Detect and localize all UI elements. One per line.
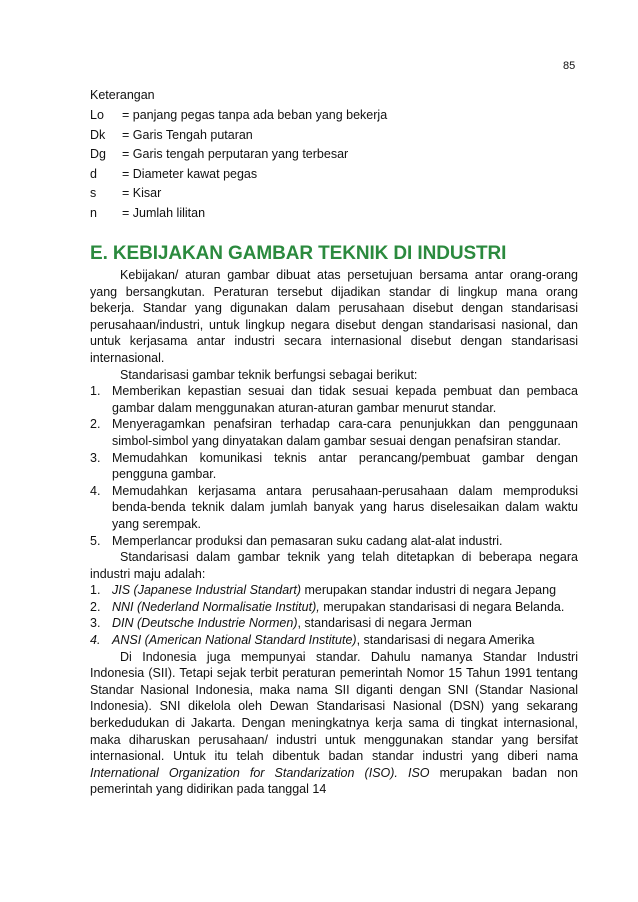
legend-row [90,145,387,165]
list-number: 1. [90,384,101,399]
list-text [112,599,578,616]
standard-name: JIS (Japanese Industrial Standart) [112,583,301,598]
list-text: Memudahkan komunikasi teknis antar perancang/pembuat gambar dengan pengguna gambar. [112,450,578,482]
list-number: 4. [90,483,101,498]
legend-row [90,204,387,224]
legend-row [90,184,387,204]
list-number: 1. [90,583,101,598]
list-number: 3. [90,450,101,465]
legend-block [90,85,387,224]
list-text: Menyeragamkan penafsiran terhadap cara-cara penunjukkan dan penggunaan simbol-simbol yang dinyatakan dalam gambar sesuai dengan penafsiran standar. [112,417,578,448]
body-text [90,267,578,798]
legend-row [90,126,387,146]
legend-description: = Jumlah lilitan [122,205,206,220]
standard-description: , standarisasi di negara Jerman [297,616,472,631]
list-text: Memudahkan kerjasama antara perusahaan-perusahaan dalam memproduksi benda-benda teknik dalam jumlah banyak yang harus diselesaikan dalam waktu yang serempak. [112,483,578,531]
page-number: 85 [563,60,576,72]
list-text [112,632,578,649]
standard-item [90,615,578,632]
legend-symbol: s [90,186,97,201]
list-item [90,450,578,483]
list-item [90,483,578,533]
intro-paragraph: Kebijakan/ aturan gambar dibuat atas persetujuan bersama antar orang-orang yang bersangkutan. Peraturan tersebut dijadikan standar di lingkup mana orang bekerja. Standar yang digunakan dalam perusahaan disebut dengan standarisasi perusahaan/industri, untuk lingkup negara disebut dengan standarisasi nasional, dan untuk kerjasama antar industri secara internasional disebut dengan standarisasi internasional. [90,268,578,365]
standard-item [90,582,578,599]
functions-intro: Standarisasi gambar teknik berfungsi sebagai berikut: [120,367,418,382]
paragraph-text: merupakan badan non pemerintah yang didirikan pada tanggal 14 [90,765,578,797]
list-number: 3. [90,616,101,631]
standard-name: DIN (Deutsche Industrie Normen) [112,616,298,631]
paragraph-text: Di Indonesia juga mempunyai standar. Dahulu namanya Standar Industri Indonesia (SII). Tetapi sejak terbit peraturan pemerintah Nomor 15 Tahun 1991 tentang Standar Nasional Indonesia, maka nama SII diganti dengan SNI (Standar Nasional Indonesia). SNI dikelola oleh Dewan Standarisasi Nasional (DSN) yang sekarang berkedudukan di Jakarta. Dengan meningkatnya kerja sama di tingkat internasional, maka diharuskan perusahaan/ industri untuk menggunakan standar yang bersifat internasional. Untuk itu telah dibentuk badan standar industri yang diberi nama [90,649,578,764]
indonesia-paragraph [90,649,578,798]
standard-name: NNI (Nederland Normalisatie Institut), [112,599,320,614]
section-title: E. KEBIJAKAN GAMBAR TEKNIK DI INDUSTRI [90,243,507,264]
paragraph-text [398,766,408,780]
legend-symbol: Dk [90,127,106,142]
legend-title: Keterangan [90,88,155,102]
standard-item [90,599,578,616]
list-text: Memberikan kepastian sesuai dan tidak sesuai kepada pembuat dan pembaca gambar dalam menggunakan aturan-aturan gambar menurut standar. [112,384,578,415]
list-item [90,383,578,416]
legend-symbol: Dg [90,147,106,162]
legend-symbol: n [90,205,97,220]
list-item [90,533,578,550]
standard-name: ANSI (American National Standard Institute) [112,633,357,648]
list-number: 2. [90,417,101,432]
list-text: Memperlancar produksi dan pemasaran suku cadang alat-alat industri. [112,533,503,548]
list-number: 4. [90,633,101,648]
standard-description: merupakan standarisasi di negara Belanda. [319,599,565,614]
iso-abbreviation: ISO [408,765,430,780]
legend-row [90,165,387,185]
standard-description: merupakan standar industri di negara Jepang [301,583,557,598]
legend-description: = Diameter kawat pegas [122,166,258,181]
legend-symbol: Lo [90,108,104,122]
standard-item [90,632,578,649]
legend-symbol: d [90,166,97,181]
list-number: 2. [90,599,101,614]
standards-intro: Standarisasi dalam gambar teknik yang telah ditetapkan di beberapa negara industri maju adalah: [90,550,578,581]
legend-description: = Garis tengah perputaran yang terbesar [122,147,349,162]
list-text [112,615,578,632]
legend-row [90,106,387,126]
list-number: 5. [90,533,101,548]
iso-full-name: International Organization for Standarization (ISO). [90,765,398,780]
list-item [90,416,578,449]
legend-description: = Kisar [122,186,162,201]
legend-description: = panjang pegas tanpa ada beban yang bekerja [122,108,388,122]
list-text [112,582,578,599]
standard-description: , standarisasi di negara Amerika [356,633,535,648]
legend-description: = Garis Tengah putaran [122,127,253,142]
